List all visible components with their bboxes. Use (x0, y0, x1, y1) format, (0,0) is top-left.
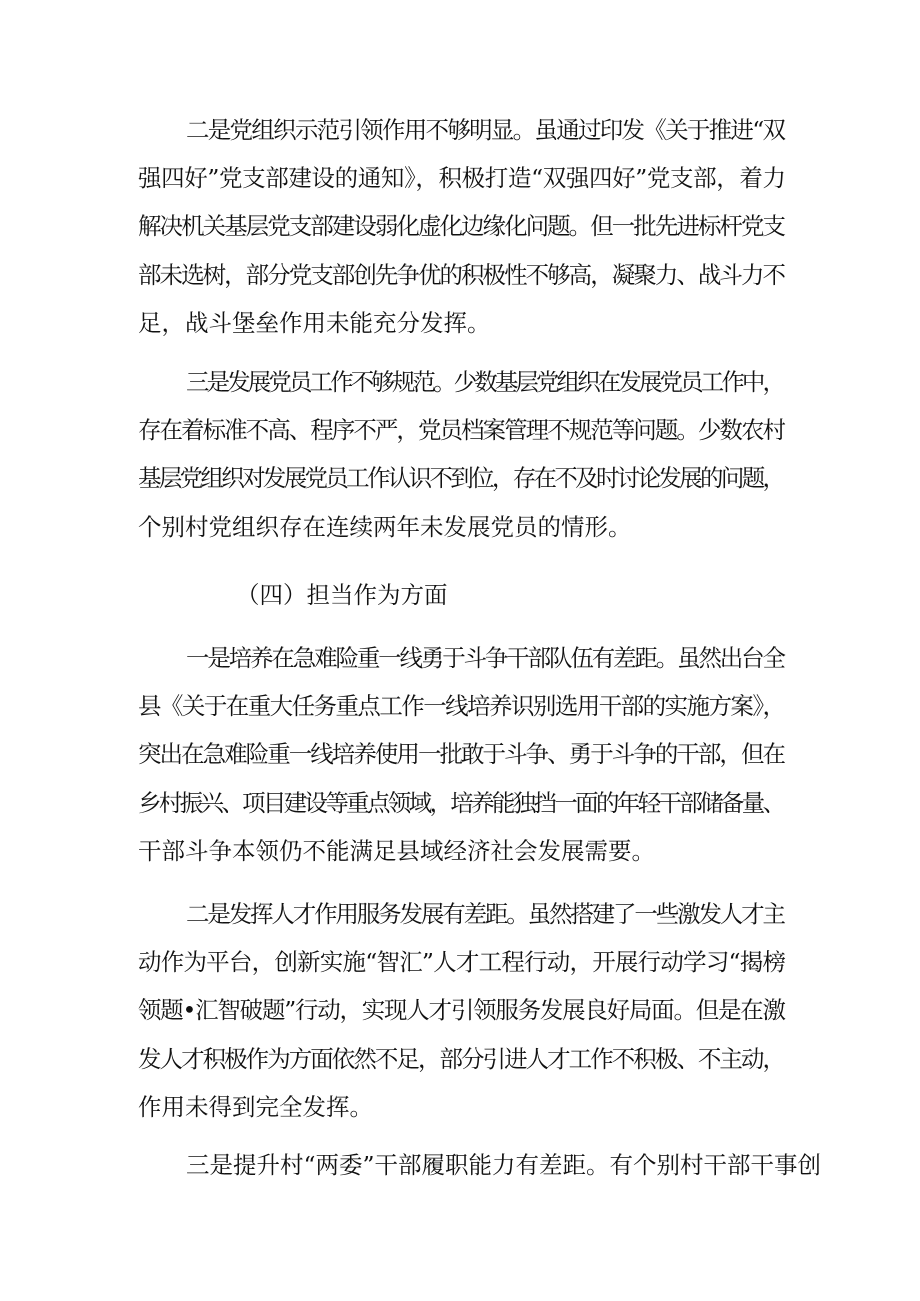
paragraph-line: 个别村党组织存在连续两年未发展党员的情形。 (138, 512, 632, 541)
paragraph-line: 存在着标准不高、程序不严，党员档案管理不规范等问题。少数农村 (138, 416, 785, 445)
paragraph-line: 领题•汇智破题”行动，实现人才引领服务发展良好局面。但是在激 (138, 996, 785, 1025)
paragraph-line: 一是培养在急难险重一线勇于斗争干部队伍有差距。虽然出台全 (186, 644, 784, 672)
paragraph-line: 解决机关基层党支部建设弱化虚化边缘化问题。但一批先进标杆党支 (138, 212, 785, 241)
paragraph-line: 强四好”党支部建设的通知》，积极打造“双强四好”党支部，着力 (138, 164, 786, 193)
paragraph-line: 干部斗争本领仍不能满足县域经济社会发展需要。 (138, 836, 655, 865)
paragraph-line: 二是发挥人才作用服务发展有差距。虽然搭建了一些激发人才主 (186, 900, 784, 928)
paragraph-line: 发人才积极作为方面依然不足，部分引进人才工作不积极、不主动， (138, 1044, 785, 1073)
paragraph-line: 三是提升村“两委”干部履职能力有差距。有个别村干部干事创 (186, 1151, 822, 1179)
paragraph-line: 县《关于在重大任务重点工作一线培养识别选用干部的实施方案》， (138, 692, 785, 721)
paragraph-line: 基层党组织对发展党员工作认识不到位，存在不及时讨论发展的问题， (138, 464, 784, 493)
paragraph-5 (186, 1141, 822, 1189)
paragraph-line: 二是党组织示范引领作用不够明显。虽通过印发《关于推进“双 (186, 116, 785, 144)
paragraph-line: 部未选树，部分党支部创先争优的积极性不够高，凝聚力、战斗力不 (138, 260, 785, 289)
paragraph-line: 三是发展党员工作不够规范。少数基层党组织在发展党员工作中， (186, 368, 784, 396)
section-heading: （四）担当作为方面 (236, 581, 448, 609)
paragraph-line: 足，战斗堡垒作用未能充分发挥。 (138, 308, 491, 337)
paragraph-2 (138, 358, 786, 551)
paragraph-line: 动作为平台，创新实施“智汇”人才工程行动，开展行动学习“揭榜 (138, 948, 786, 977)
paragraph-4 (138, 890, 786, 1131)
paragraph-line: 作用未得到完全发挥。 (138, 1092, 373, 1121)
paragraph-line: 乡村振兴、项目建设等重点领域，培养能独挡一面的年轻干部储备量、 (138, 788, 784, 817)
paragraph-line: 突出在急难险重一线培养使用一批敢于斗争、勇于斗争的干部，但在 (138, 740, 785, 769)
paragraph-1 (138, 106, 786, 347)
paragraph-3 (138, 634, 786, 875)
